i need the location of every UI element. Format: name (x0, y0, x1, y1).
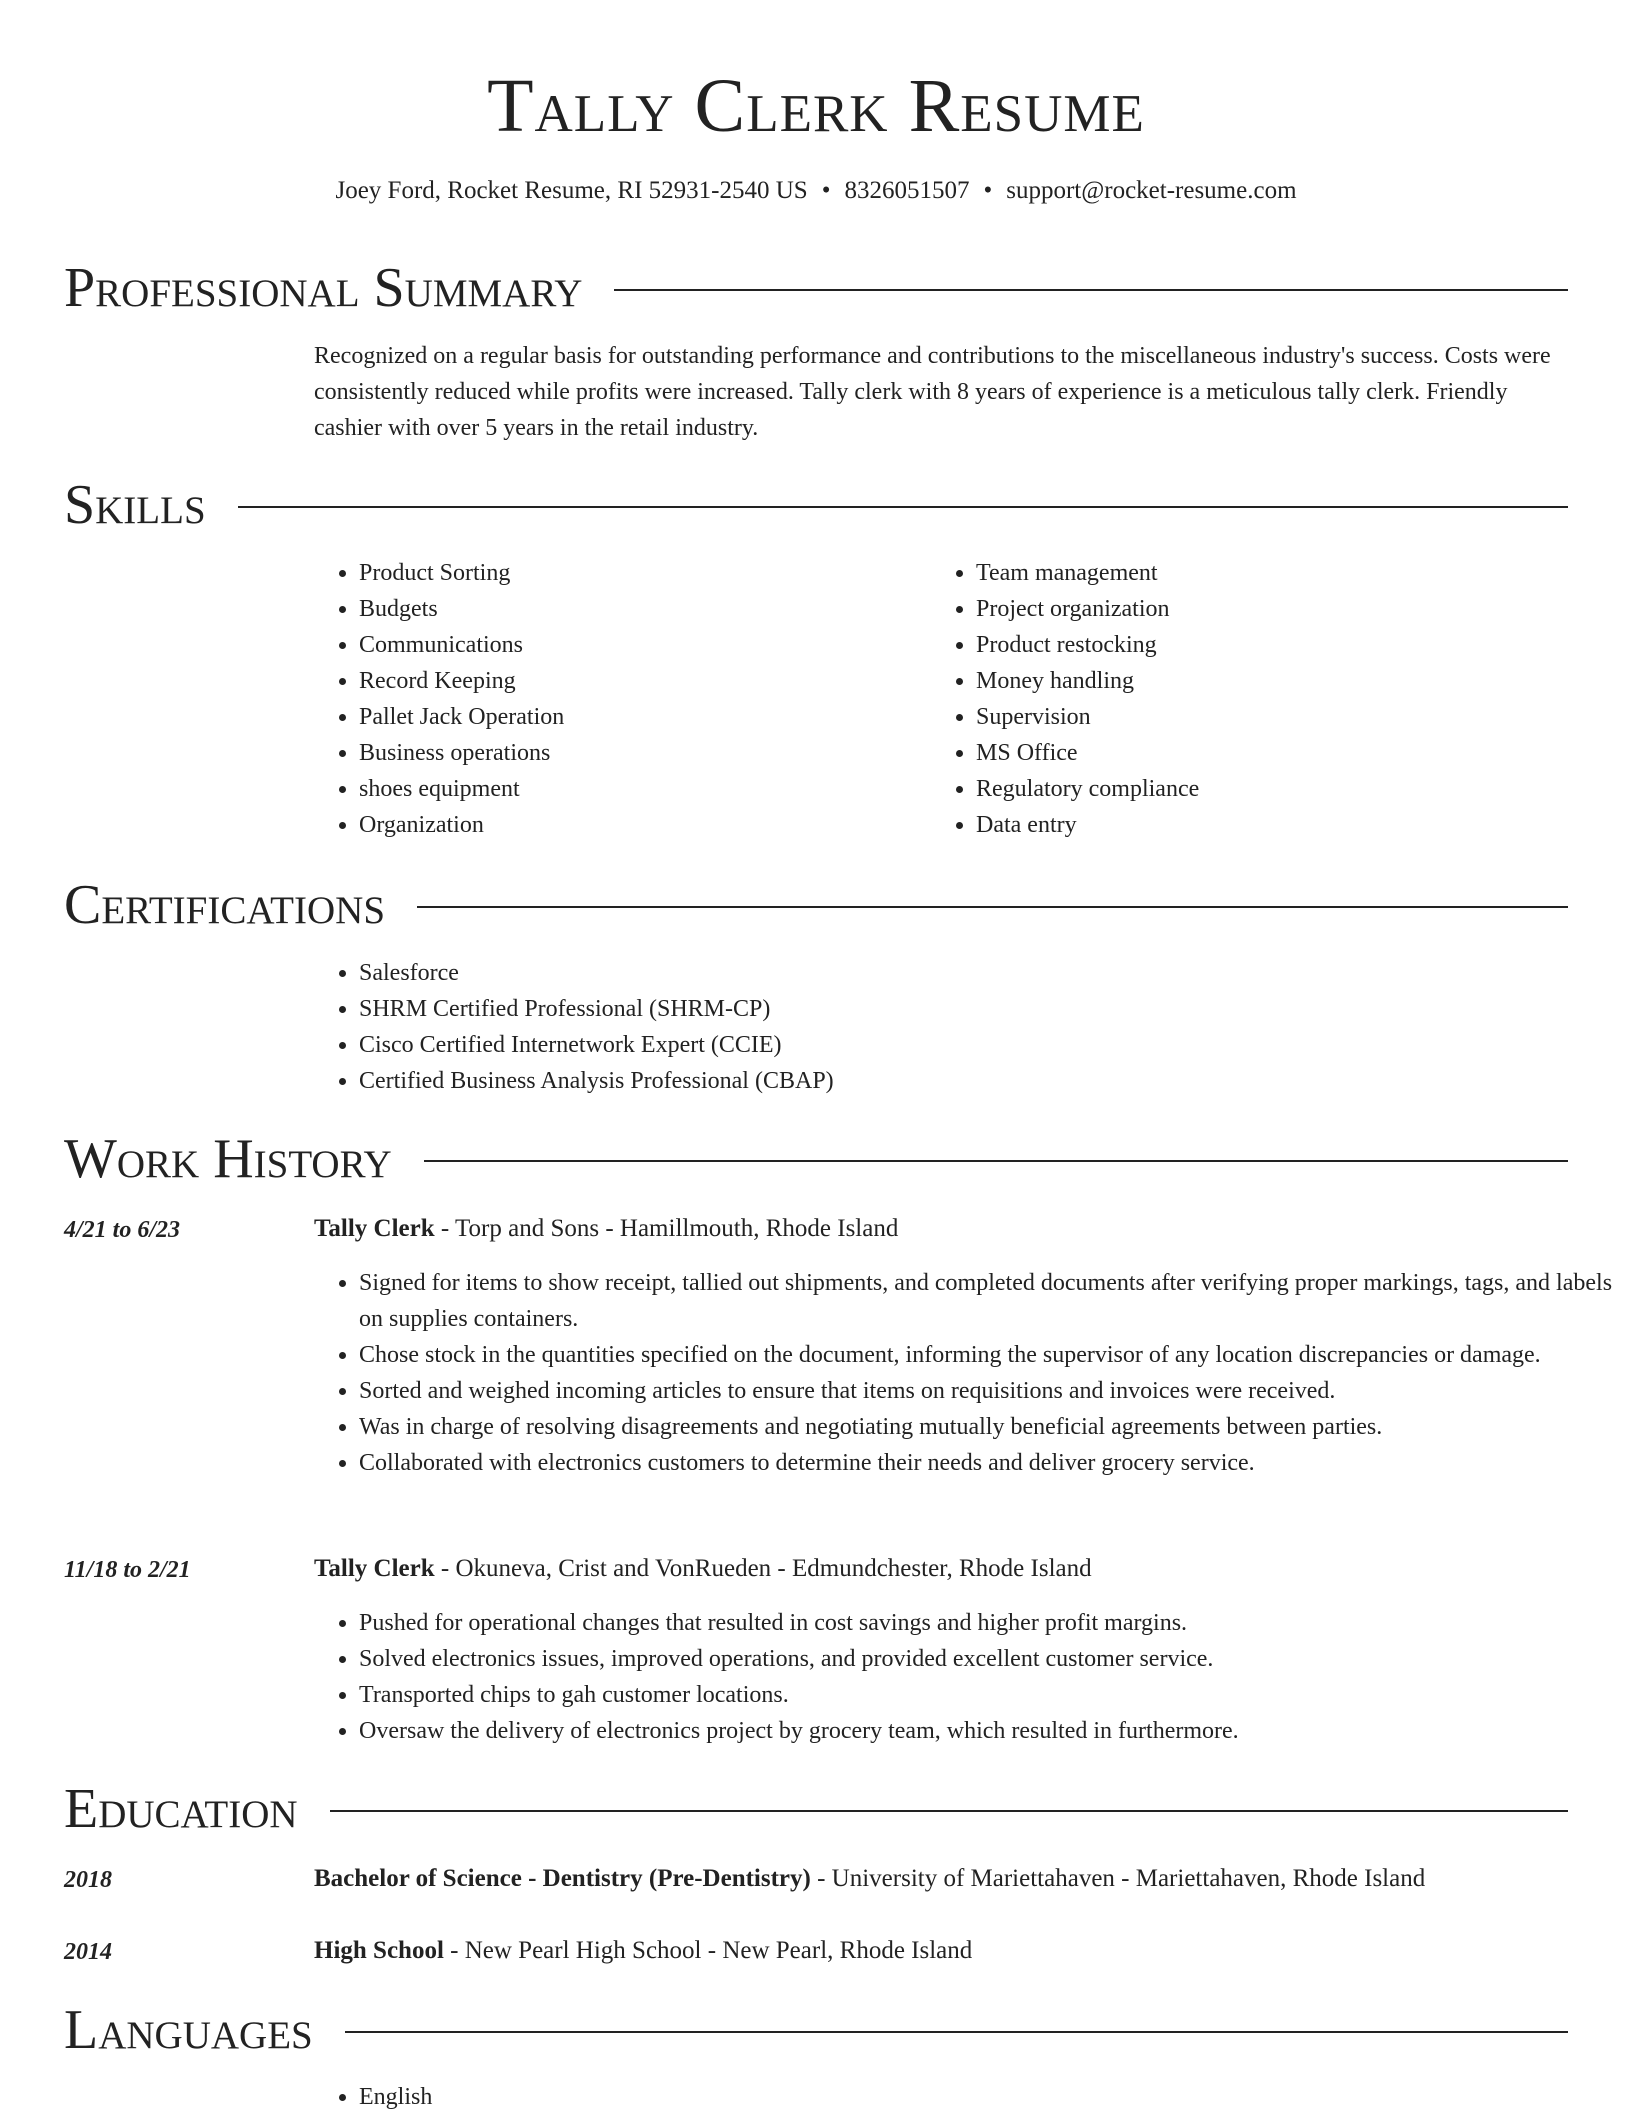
job-bullet: • Signed for items to show receipt, tallied out shipments, and completed documents after verifying proper markings, tags, and labels on supplies containers. (359, 1265, 1615, 1337)
skill-item: • Pallet Jack Operation (359, 699, 919, 735)
certification-item: • SHRM Certified Professional (SHRM-CP) (359, 991, 1615, 1027)
job-bullet: • Collaborated with electronics customers to determine their needs and deliver grocery service. (359, 1445, 1615, 1481)
skills-list-right (931, 555, 1576, 843)
languages-list (314, 2079, 1615, 2115)
section-title: Work History (64, 1128, 392, 1190)
job-employer: - Torp and Sons - Hamillmouth, Rhode Island (434, 1215, 899, 1242)
contact-email: support@rocket-resume.com (1006, 177, 1297, 204)
skill-item: • Supervision (976, 699, 1576, 735)
section-rule (345, 2031, 1568, 2033)
education-year: 2014 (64, 1939, 112, 1965)
job-heading (314, 1211, 1570, 1247)
contact-line (0, 174, 1632, 208)
skill-item: • Regulatory compliance (976, 771, 1576, 807)
summary-section-heading (64, 253, 1568, 323)
skill-item: • Product Sorting (359, 555, 919, 591)
skill-item: • Data entry (976, 807, 1576, 843)
job-bullets (314, 1265, 1615, 1481)
section-title: Skills (64, 474, 206, 536)
skill-item: • Record Keeping (359, 663, 919, 699)
certification-item: • Certified Business Analysis Professional (CBAP) (359, 1063, 1615, 1099)
section-rule (238, 506, 1568, 508)
education-school: - New Pearl High School - New Pearl, Rhode Island (443, 1937, 973, 1964)
job-bullet: • Transported chips to gah customer locations. (359, 1677, 1615, 1713)
skill-item: • Money handling (976, 663, 1576, 699)
skill-item: • Product restocking (976, 627, 1576, 663)
section-rule (417, 906, 1568, 908)
summary-text: Recognized on a regular basis for outstanding performance and contributions to the miscellaneous industry's success. Costs were consistently reduced while profits were increased. Tally clerk with 8 years of experience is a meticulous tally clerk. Friendly cashier with over 5 years in the retail industry. (314, 343, 1551, 441)
education-school: - University of Mariettahaven - Mariettahaven, Rhode Island (810, 1865, 1426, 1892)
job-role: Tally Clerk (314, 1215, 435, 1242)
education-degree: High School (314, 1937, 444, 1964)
skill-item: • Business operations (359, 735, 919, 771)
job-bullet: • Solved electronics issues, improved operations, and provided excellent customer service. (359, 1641, 1615, 1677)
job-role: Tally Clerk (314, 1555, 435, 1582)
contact-separator: • (821, 177, 831, 204)
section-title: Professional Summary (64, 257, 583, 319)
language-item: • English (359, 2079, 1615, 2115)
section-title: Education (64, 1778, 298, 1840)
contact-address: Joey Ford, Rocket Resume, RI 52931-2540 US (335, 177, 808, 204)
certification-item: • Salesforce (359, 955, 1615, 991)
section-title: Certifications (64, 874, 386, 936)
job-dates: 11/18 to 2/21 (64, 1557, 191, 1583)
job-bullet: • Pushed for operational changes that resulted in cost savings and higher profit margins. (359, 1605, 1615, 1641)
skill-item: • Budgets (359, 591, 919, 627)
work-section-heading (64, 1124, 1568, 1194)
section-title: Languages (64, 1999, 313, 2061)
skill-item: • Project organization (976, 591, 1576, 627)
contact-separator: • (983, 177, 993, 204)
languages-section-heading (64, 1995, 1568, 2065)
job-bullets (314, 1605, 1615, 1749)
job-heading (314, 1551, 1570, 1587)
education-section-heading (64, 1774, 1568, 1844)
education-degree: Bachelor of Science - Dentistry (Pre-Dentistry) (314, 1865, 811, 1892)
job-dates: 4/21 to 6/23 (64, 1217, 181, 1243)
job-bullet: • Sorted and weighed incoming articles to ensure that items on requisitions and invoices were received. (359, 1373, 1615, 1409)
skill-item: • Team management (976, 555, 1576, 591)
section-rule (614, 289, 1568, 291)
skills-section-heading (64, 470, 1568, 540)
section-rule (330, 1810, 1568, 1812)
skill-item: • MS Office (976, 735, 1576, 771)
certifications-list (314, 955, 1615, 1099)
skill-item: • Organization (359, 807, 919, 843)
section-rule (424, 1160, 1568, 1162)
job-bullet: • Chose stock in the quantities specified on the document, informing the supervisor of any location discrepancies or damage. (359, 1337, 1615, 1373)
skill-item: • Communications (359, 627, 919, 663)
job-employer: - Okuneva, Crist and VonRueden - Edmundchester, Rhode Island (434, 1555, 1092, 1582)
certifications-section-heading (64, 870, 1568, 940)
education-year: 2018 (64, 1867, 112, 1893)
skill-item: • shoes equipment (359, 771, 919, 807)
certification-item: • Cisco Certified Internetwork Expert (CCIE) (359, 1027, 1615, 1063)
skills-list-left (314, 555, 919, 843)
resume-title: Tally Clerk Resume (487, 64, 1145, 148)
contact-phone: 8326051507 (844, 177, 970, 204)
job-bullet: • Oversaw the delivery of electronics project by grocery team, which resulted in furthermore. (359, 1713, 1615, 1749)
education-heading (314, 1861, 1570, 1897)
job-bullet: • Was in charge of resolving disagreements and negotiating mutually beneficial agreements between parties. (359, 1409, 1615, 1445)
education-heading (314, 1933, 1570, 1969)
